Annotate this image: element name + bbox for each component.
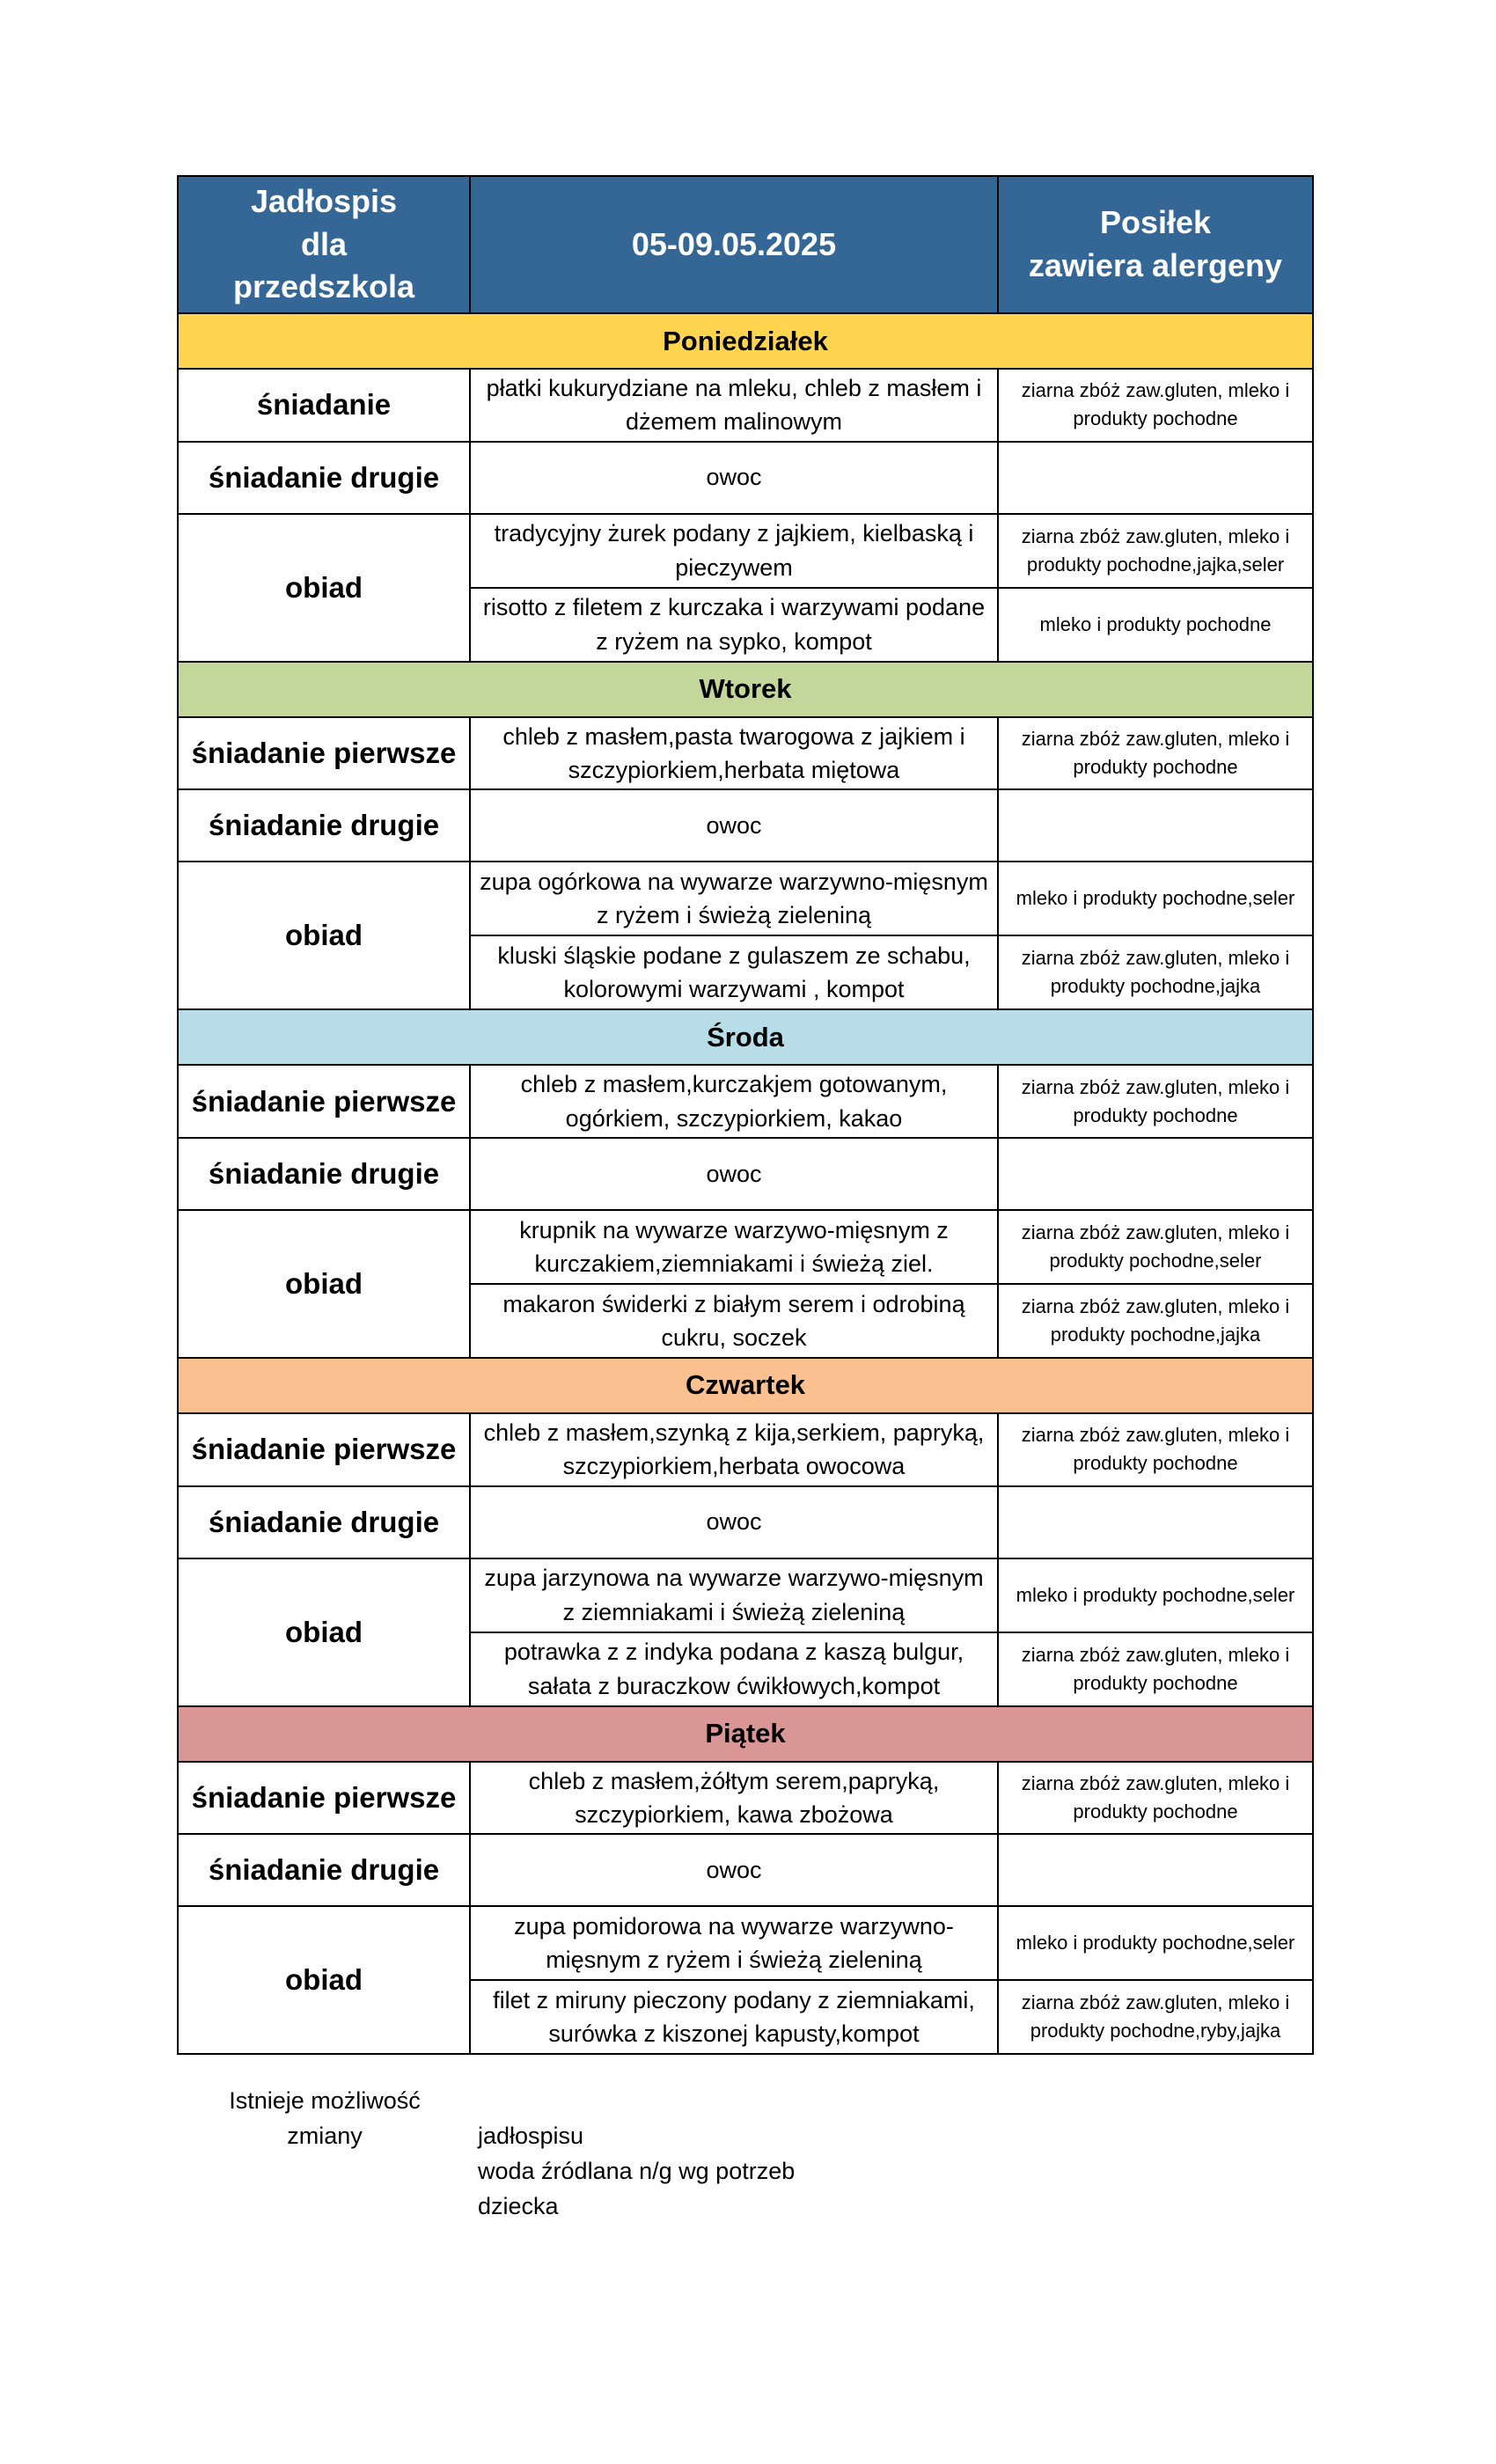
meal-label: śniadanie drugie (178, 1834, 470, 1906)
dish-text: owoc (470, 789, 998, 862)
allergen-text: mleko i produkty pochodne,seler (998, 1906, 1313, 1980)
allergen-text: ziarna zbóż zaw.gluten, mleko i produkty pochodne,seler (998, 1210, 1313, 1284)
dish-text: chleb z masłem,pasta twarogowa z jajkiem i szczypiorkiem,herbata miętowa (470, 717, 998, 790)
allergen-text (998, 1834, 1313, 1906)
allergen-text (998, 1486, 1313, 1558)
menu-table (177, 175, 1314, 2055)
day-row-friday (178, 1706, 1313, 1762)
allergen-text: mleko i produkty pochodne (998, 588, 1313, 662)
dish-text: potrawka z z indyka podana z kaszą bulgur, sałata z buraczkow ćwikłowych,kompot (470, 1632, 998, 1706)
meal-row-lunch (178, 1558, 1313, 1632)
allergen-text: ziarna zbóż zaw.gluten, mleko i produkty pochodne,jajka (998, 935, 1313, 1009)
allergen-text: ziarna zbóż zaw.gluten, mleko i produkty pochodne (998, 1065, 1313, 1138)
meal-row-second-breakfast (178, 1834, 1313, 1906)
meal-label: śniadanie pierwsze (178, 717, 470, 790)
date-range: 05-09.05.2025 (470, 176, 998, 313)
meal-row-breakfast (178, 1762, 1313, 1835)
dish-text: płatki kukurydziane na mleku, chleb z masłem i dżemem malinowym (470, 369, 998, 442)
dish-text: risotto z filetem z kurczaka i warzywami podane z ryżem na sypko, kompot (470, 588, 998, 662)
dish-text: owoc (470, 1138, 998, 1210)
meal-row-lunch (178, 514, 1313, 588)
allergen-text: ziarna zbóż zaw.gluten, mleko i produkty pochodne (998, 1632, 1313, 1706)
dish-text: chleb z masłem,żółtym serem,papryką, szczypiorkiem, kawa zbożowa (470, 1762, 998, 1835)
dish-text: kluski śląskie podane z gulaszem ze schabu, kolorowymi warzywami , kompot (470, 935, 998, 1009)
menu-title (178, 176, 470, 313)
allergen-text: ziarna zbóż zaw.gluten, mleko i produkty pochodne (998, 369, 1313, 442)
dish-text: zupa ogórkowa na wywarze warzywno-mięsnym z ryżem i świeżą zieleniną (470, 862, 998, 935)
dish-text: zupa jarzynowa na wywarze warzywo-mięsnym z ziemniakami i świeżą zieleniną (470, 1558, 998, 1632)
meal-label: śniadanie pierwsze (178, 1413, 470, 1486)
day-row-wednesday (178, 1009, 1313, 1065)
meal-label: obiad (178, 514, 470, 662)
day-name: Środa (178, 1009, 1313, 1065)
footer-note (177, 2079, 881, 2219)
meal-label: śniadanie (178, 369, 470, 442)
allergen-text (998, 789, 1313, 862)
day-row-thursday (178, 1358, 1313, 1413)
allergen-text: ziarna zbóż zaw.gluten, mleko i produkty pochodne,jajka,seler (998, 514, 1313, 588)
allergen-text: mleko i produkty pochodne,seler (998, 1558, 1313, 1632)
allergens-header-line: Posiłek (1099, 204, 1212, 241)
dish-text: makaron świderki z białym serem i odrobiną cukru, soczek (470, 1284, 998, 1358)
meal-row-lunch (178, 862, 1313, 935)
menu-title-line: przedszkola (232, 268, 415, 305)
dish-text: tradycyjny żurek podany z jajkiem, kielbaską i pieczywem (470, 514, 998, 588)
day-row-monday (178, 313, 1313, 369)
meal-row-second-breakfast (178, 1486, 1313, 1558)
meal-row-breakfast (178, 717, 1313, 790)
dish-text: zupa pomidorowa na wywarze warzywno-mięsnym z ryżem i świeżą zieleniną (470, 1906, 998, 1980)
meal-row-second-breakfast (178, 789, 1313, 862)
dish-text: chleb z masłem,szynką z kija,serkiem, papryką, szczypiorkiem,herbata owocowa (470, 1413, 998, 1486)
allergens-header-line: zawiera alergeny (1028, 247, 1283, 283)
meal-label: obiad (178, 1210, 470, 1358)
dish-text: chleb z masłem,kurczakjem gotowanym, ogórkiem, szczypiorkiem, kakao (470, 1065, 998, 1138)
day-row-tuesday (178, 662, 1313, 717)
allergens-header (998, 176, 1313, 313)
allergen-text: ziarna zbóż zaw.gluten, mleko i produkty pochodne,ryby,jajka (998, 1980, 1313, 2054)
meal-label: śniadanie pierwsze (178, 1065, 470, 1138)
meal-label: obiad (178, 1558, 470, 1706)
meal-label: śniadanie drugie (178, 789, 470, 862)
allergen-text (998, 442, 1313, 514)
meal-row-second-breakfast (178, 1138, 1313, 1210)
dish-text: owoc (470, 1486, 998, 1558)
meal-label: śniadanie drugie (178, 442, 470, 514)
allergen-text: mleko i produkty pochodne,seler (998, 862, 1313, 935)
day-name: Czwartek (178, 1358, 1313, 1413)
header-row (178, 176, 1313, 313)
meal-row-second-breakfast (178, 442, 1313, 514)
footer-water-note: woda źródlana n/g wg potrzeb dziecka (478, 2158, 796, 2219)
meal-row-breakfast (178, 1413, 1313, 1486)
allergen-text: ziarna zbóż zaw.gluten, mleko i produkty pochodne (998, 1762, 1313, 1835)
dish-text: filet z miruny pieczony podany z ziemniakami, surówka z kiszonej kapusty,kompot (470, 1980, 998, 2054)
meal-label: obiad (178, 1906, 470, 2054)
footer-line: Istnieje możliwość (229, 2087, 421, 2114)
menu-title-line: dla (300, 225, 347, 262)
footer-line: jadłospisu (478, 2123, 584, 2149)
day-name: Poniedziałek (178, 313, 1313, 369)
meal-label: śniadanie pierwsze (178, 1762, 470, 1835)
dish-text: owoc (470, 1834, 998, 1906)
allergen-text: ziarna zbóż zaw.gluten, mleko i produkty pochodne (998, 1413, 1313, 1486)
menu-title-line: Jadłospis (250, 183, 398, 220)
allergen-text: ziarna zbóż zaw.gluten, mleko i produkty pochodne,jajka (998, 1284, 1313, 1358)
day-name: Wtorek (178, 662, 1313, 717)
meal-row-lunch (178, 1906, 1313, 1980)
meal-row-lunch (178, 1210, 1313, 1284)
allergen-text (998, 1138, 1313, 1210)
footer-line: zmiany (287, 2123, 363, 2149)
day-name: Piątek (178, 1706, 1313, 1762)
meal-label: obiad (178, 862, 470, 1009)
meal-row-breakfast (178, 369, 1313, 442)
dish-text: owoc (470, 442, 998, 514)
dish-text: krupnik na wywarze warzywo-mięsnym z kurczakiem,ziemniakami i świeżą ziel. (470, 1210, 998, 1284)
meal-label: śniadanie drugie (178, 1486, 470, 1558)
allergen-text: ziarna zbóż zaw.gluten, mleko i produkty pochodne (998, 717, 1313, 790)
meal-label: śniadanie drugie (178, 1138, 470, 1210)
meal-row-breakfast (178, 1065, 1313, 1138)
